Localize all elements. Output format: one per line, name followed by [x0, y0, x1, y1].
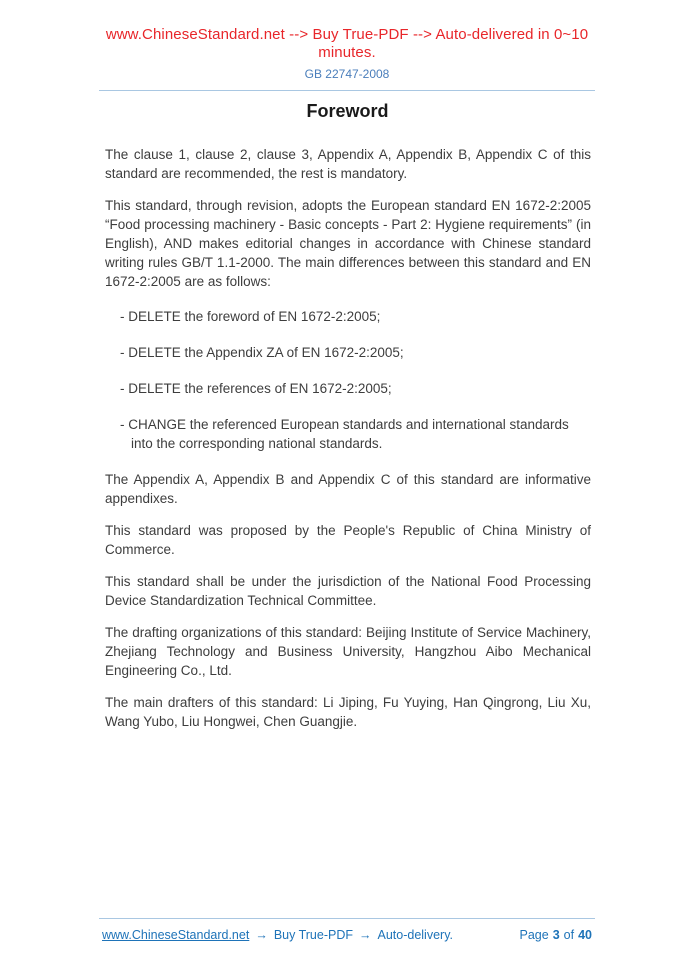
- list-item-delete-foreword: - DELETE the foreword of EN 1672-2:2005;: [120, 309, 381, 324]
- page-footer: [99, 918, 595, 942]
- footer-site-link[interactable]: www.ChineseStandard.net: [102, 928, 250, 942]
- footer-divider: [99, 918, 595, 919]
- paragraph-appendixes: The Appendix A, Appendix B and Appendix C of this standard are informative appendixes.: [105, 472, 591, 506]
- paragraph-main-drafters: The main drafters of this standard: Li Jiping, Fu Yuying, Han Qingrong, Liu Xu, Wang Yubo, Liu Hongwei, Chen Guangjie.: [105, 695, 591, 729]
- footer-buy-text: Buy True-PDF: [273, 928, 353, 942]
- page-indicator-label: Page: [519, 928, 549, 942]
- differences-list: [105, 307, 591, 453]
- list-item-delete-appendix-za: - DELETE the Appendix ZA of EN 1672-2:2005;: [120, 345, 404, 360]
- paragraph-proposed-by: This standard was proposed by the People's Republic of China Ministry of Commerce.: [105, 523, 591, 557]
- page-indicator-current: 3: [552, 928, 560, 942]
- footer-left: [102, 928, 453, 942]
- arrow-right-icon: →: [255, 928, 268, 942]
- page-indicator: [520, 928, 593, 942]
- paragraph-drafting-organizations: The drafting organizations of this standard: Beijing Institute of Service Machinery, Zhejiang Technology and Business University, Hangzhou Aibo Mechanical Engineering Co., Ltd.: [105, 625, 591, 678]
- document-body: [105, 145, 591, 731]
- paragraph-adoption: This standard, through revision, adopts the European standard EN 1672-2:2005 “Food processing machinery - Basic concepts - Part 2: Hygiene requirements” (in English), AND makes editorial changes in accordance with Chinese standard writing rules GB/T 1.1-2000. The main differences between this standard and EN 1672-2:2005 are as follows:: [105, 198, 591, 289]
- page-indicator-total: 40: [578, 928, 592, 942]
- list-item-change-standards: - CHANGE the referenced European standards and international standards into the corresponding national standards.: [120, 417, 569, 451]
- footer-row: [99, 928, 595, 942]
- standard-code: GB 22747-2008: [304, 67, 390, 81]
- document-title: Foreword: [306, 101, 389, 121]
- paragraph-jurisdiction: This standard shall be under the jurisdiction of the National Food Processing Device Standardization Technical Committee.: [105, 574, 591, 608]
- page-indicator-of: of: [563, 928, 575, 942]
- list-item-delete-references: - DELETE the references of EN 1672-2:2005;: [120, 381, 392, 396]
- footer-delivery-text: Auto-delivery.: [377, 928, 453, 942]
- arrow-right-icon: →: [359, 928, 372, 942]
- header-divider: [99, 90, 595, 91]
- paragraph-scope: The clause 1, clause 2, clause 3, Appendix A, Appendix B, Appendix C of this standard are recommended, the rest is mandatory.: [105, 147, 591, 181]
- page-header: [99, 0, 595, 99]
- purchase-notice-text: www.ChineseStandard.net --> Buy True-PDF --> Auto-delivered in 0~10 minutes.: [105, 26, 589, 61]
